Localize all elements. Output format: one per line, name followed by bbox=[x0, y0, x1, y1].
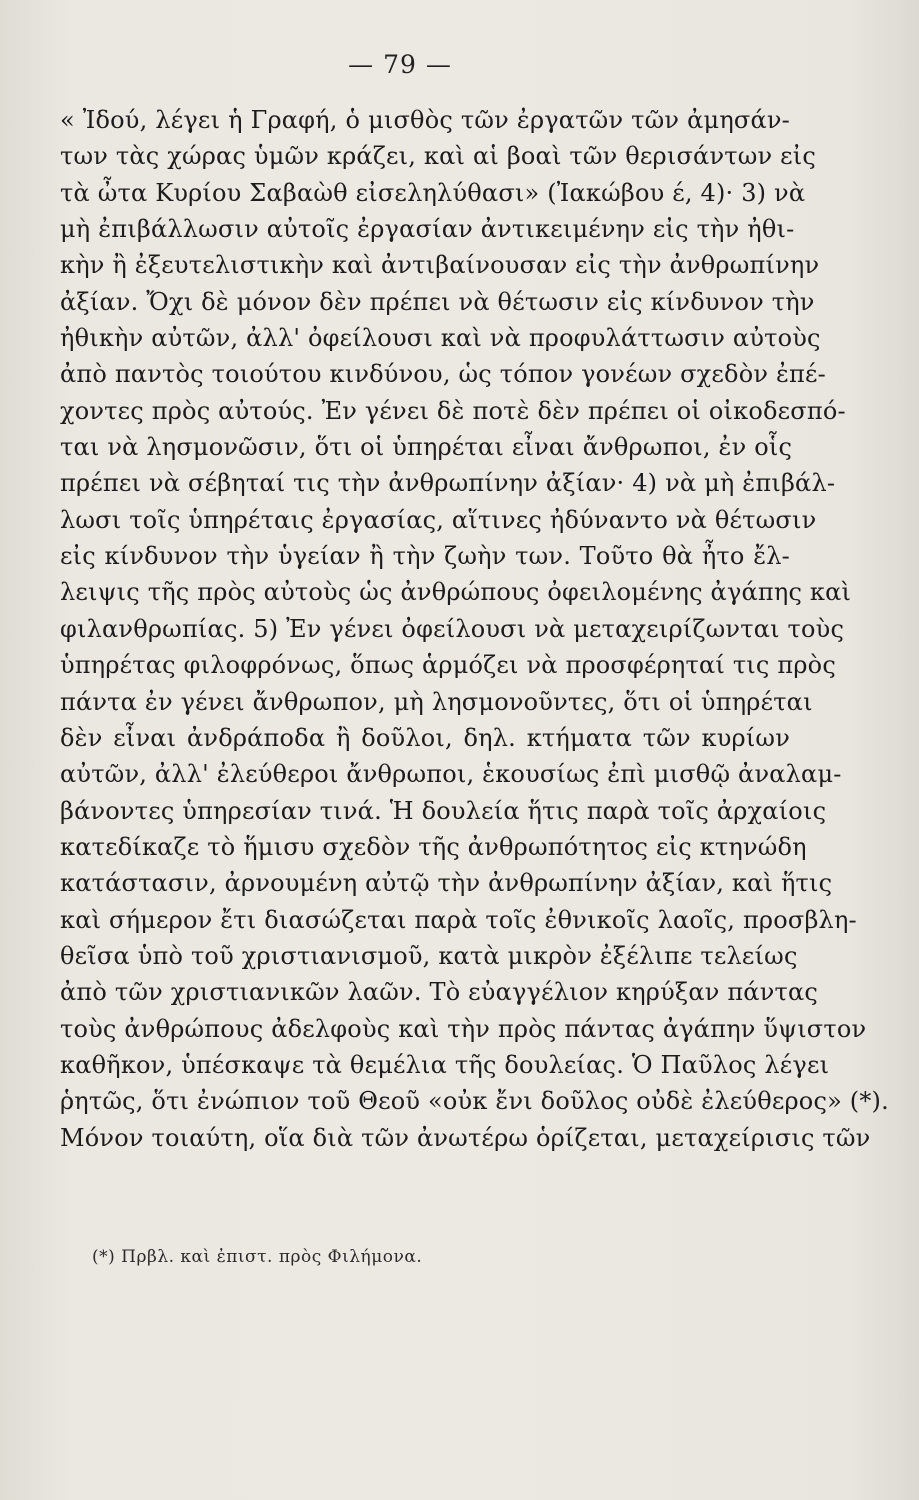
text-line: αὐτῶν, ἀλλ' ἐλεύθεροι ἄνθρωποι, ἑκουσίως ἐπὶ μισθῷ ἀναλαμ- bbox=[60, 760, 842, 789]
text-line: κατεδίκαζε τὸ ἥμισυ σχεδὸν τῆς ἀνθρωπότητος εἰς κτηνώδη bbox=[60, 832, 807, 861]
text-line: ὑπηρέτας φιλοφρόνως, ὅπως ἁρμόζει νὰ προσφέρηταί τις πρὸς bbox=[60, 651, 836, 680]
text-line: μὴ ἐπιβάλλωσιν αὐτοῖς ἐργασίαν ἀντικειμένην εἰς τὴν ἠθι- bbox=[60, 215, 795, 244]
text-line: ται νὰ λησμονῶσιν, ὅτι οἱ ὑπηρέται εἶναι ἄνθρωποι, ἐν οἷς bbox=[60, 433, 793, 462]
text-line: κὴν ἢ ἐξευτελιστικὴν καὶ ἀντιβαίνουσαν εἰς τὴν ἀνθρωπίνην bbox=[60, 251, 820, 280]
text-line: βάνοντες ὑπηρεσίαν τινά. Ἡ δουλεία ἥτις παρὰ τοῖς ἀρχαίοις bbox=[60, 796, 827, 825]
text-line: χοντες πρὸς αὐτούς. Ἐν γένει δὲ ποτὲ δὲν πρέπει οἱ οἰκοδεσπό- bbox=[60, 396, 846, 425]
text-line: κατάστασιν, ἀρνουμένη αὐτῷ τὴν ἀνθρωπίνην ἀξίαν, καὶ ἥτις bbox=[60, 869, 833, 898]
text-line: ῥητῶς, ὅτι ἐνώπιον τοῦ Θεοῦ «οὐκ ἔνι δοῦλος οὐδὲ ἐλεύθερος» (*). bbox=[60, 1087, 889, 1116]
body-text bbox=[60, 102, 889, 1156]
text-line: τὰ ὦτα Κυρίου Σαβαὼθ εἰσεληλύθασι» (Ἰακώβου έ, 4)· 3) νὰ bbox=[60, 178, 806, 207]
text-line: εἰς κίνδυνον τὴν ὑγείαν ἢ τὴν ζωὴν των. Τοῦτο θὰ ἦτο ἔλ- bbox=[60, 542, 790, 571]
text-line: καθῆκον, ὑπέσκαψε τὰ θεμέλια τῆς δουλείας. Ὁ Παῦλος λέγει bbox=[60, 1050, 830, 1079]
text-line: λωσι τοῖς ὑπηρέταις ἐργασίας, αἵτινες ἠδύναντο νὰ θέτωσιν bbox=[60, 505, 817, 534]
page-number: — 79 — bbox=[348, 50, 452, 79]
text-line: φιλανθρωπίας. 5) Ἐν γένει ὀφείλουσι νὰ μεταχειρίζωνται τοὺς bbox=[60, 614, 845, 643]
text-line: των τὰς χώρας ὑμῶν κράζει, καὶ αἱ βοαὶ τῶν θερισάντων εἰς bbox=[60, 142, 816, 171]
text-line: ἀξίαν. Ὄχι δὲ μόνον δὲν πρέπει νὰ θέτωσιν εἰς κίνδυνον τὴν bbox=[60, 287, 815, 316]
text-line: Μόνον τοιαύτη, οἵα διὰ τῶν ἀνωτέρω ὁρίζεται, μεταχείρισις τῶν bbox=[60, 1123, 871, 1152]
text-line: ἠθικὴν αὐτῶν, ἀλλ' ὀφείλουσι καὶ νὰ προφυλάττωσιν αὐτοὺς bbox=[60, 324, 821, 353]
footnote: (*) Πρβλ. καὶ ἐπιστ. πρὸς Φιλήμονα. bbox=[92, 1247, 423, 1267]
text-line: πρέπει νὰ σέβηταί τις τὴν ἀνθρωπίνην ἀξίαν· 4) νὰ μὴ ἐπιβάλ- bbox=[60, 469, 836, 498]
text-line: δὲν εἶναι ἀνδράποδα ἢ δοῦλοι, δηλ. κτήματα τῶν κυρίων bbox=[60, 723, 790, 752]
text-line: ἀπὸ τῶν χριστιανικῶν λαῶν. Τὸ εὐαγγέλιον κηρύξαν πάντας bbox=[60, 978, 819, 1007]
text-line: « Ἰδού, λέγει ἡ Γραφή, ὁ μισθὸς τῶν ἐργατῶν τῶν ἀμησάν- bbox=[60, 106, 790, 134]
text-line: θεῖσα ὑπὸ τοῦ χριστιανισμοῦ, κατὰ μικρὸν ἐξέλιπε τελείως bbox=[60, 941, 798, 970]
text-line: καὶ σήμερον ἔτι διασώζεται παρὰ τοῖς ἐθνικοῖς λαοῖς, προσβλη- bbox=[60, 905, 857, 934]
text-line: πάντα ἐν γένει ἄνθρωπον, μὴ λησμονοῦντες, ὅτι οἱ ὑπηρέται bbox=[60, 687, 813, 716]
text-line: λειψις τῆς πρὸς αὐτοὺς ὡς ἀνθρώπους ὀφειλομένης ἀγάπης καὶ bbox=[60, 578, 852, 607]
text-line: ἀπὸ παντὸς τοιούτου κινδύνου, ὡς τόπον γονέων σχεδὸν ἐπέ- bbox=[60, 360, 826, 389]
text-line: τοὺς ἀνθρώπους ἀδελφοὺς καὶ τὴν πρὸς πάντας ἀγάπην ὕψιστον bbox=[60, 1014, 867, 1043]
